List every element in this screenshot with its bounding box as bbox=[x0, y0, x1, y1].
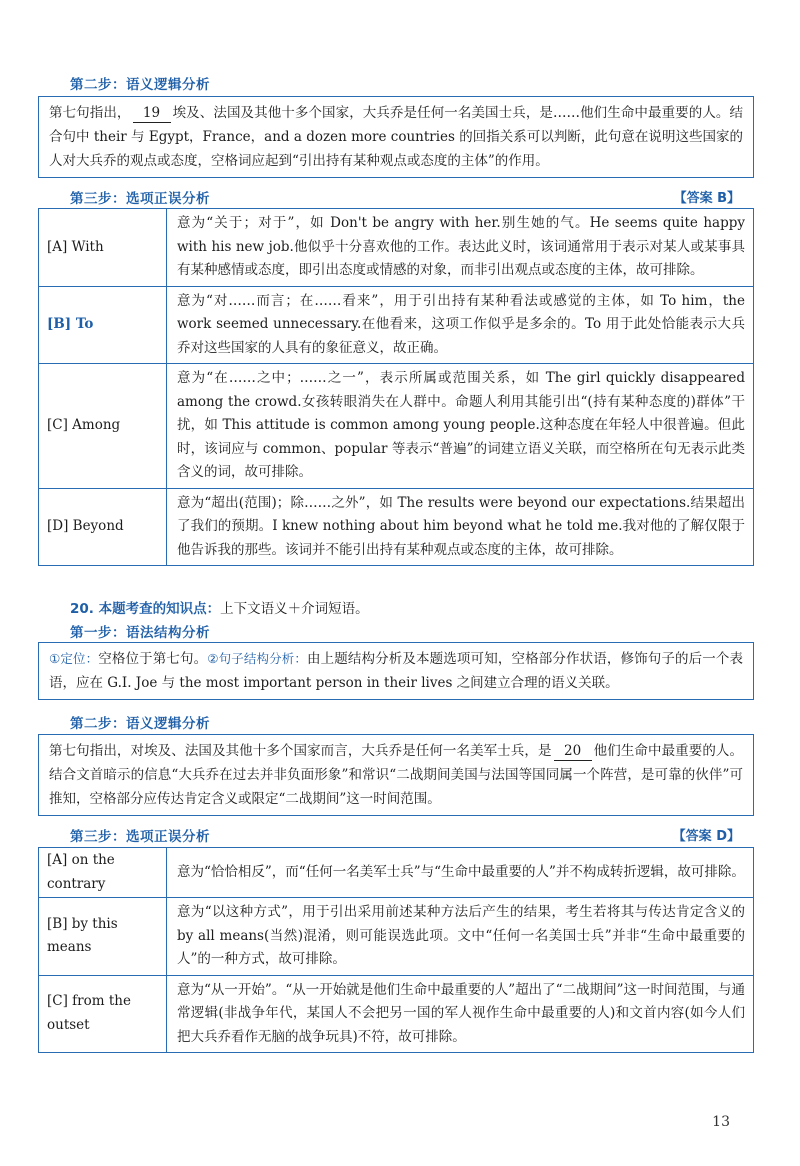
option-label: [A] With bbox=[39, 209, 167, 287]
table-row bbox=[39, 488, 754, 566]
step2-title-q20: 第二步：语义逻辑分析 bbox=[70, 716, 210, 732]
table-row bbox=[39, 286, 754, 364]
step3-title-q20: 第三步：选项正误分析 bbox=[70, 829, 210, 845]
table-row bbox=[39, 364, 754, 489]
table-row bbox=[39, 209, 754, 287]
answer-tag-q19: 【答案 B】 bbox=[673, 191, 740, 206]
option-text: 意为“对……而言；在……看来”，用于引出持有某种看法或感觉的主体，如 To him，the work seemed unnecessary.在他看来，这项工作似乎是多余的。To 用于此处恰能表示大兵乔对这些国家的人具有的象征意义，故正确。 bbox=[167, 286, 754, 364]
q20-options-table bbox=[38, 847, 754, 1053]
q19-step2-box bbox=[38, 96, 754, 178]
q20-blank: 20 bbox=[554, 742, 592, 761]
q20-step2-pre: 第七句指出，对埃及、法国及其他十多个国家而言，大兵乔是任何一名美军士兵，是 bbox=[49, 743, 552, 759]
q20-locate-label: ①定位： bbox=[49, 651, 99, 666]
answer-tag-q20: 【答案 D】 bbox=[672, 829, 740, 844]
option-label-correct: [B] To bbox=[39, 286, 167, 364]
step2-title-q19: 第二步：语义逻辑分析 bbox=[70, 77, 210, 93]
option-text: 意为“在……之中；……之一”，表示所属或范围关系，如 The girl quickly disappeared among the crowd.女孩转眼消失在人群中。命题人利用其能引出“(持有某种态度的)群体”干扰，如 This attitude is common among young people.这种态度在年轻人中很普遍。但此时，该词应与 common、popular 等表示“普遍”的词建立语义关联，而空格所在句无表示此类含义的词，故可排除。 bbox=[167, 364, 754, 489]
table-row bbox=[39, 898, 754, 976]
q20-structure-text: 由上题结构分析及本题选项可知，空格部分作状语，修饰句子的后一个表语，应在 G.I. Joe 与 the most important person in their lives 之间建立合理的语义关联。 bbox=[49, 651, 744, 691]
q20-title-rest: 上下文语义＋介词短语。 bbox=[220, 601, 369, 617]
option-label: [D] Beyond bbox=[39, 488, 167, 566]
option-label: [C] from the outset bbox=[39, 975, 167, 1053]
step1-title-q20: 第一步：语法结构分析 bbox=[70, 625, 210, 641]
table-row bbox=[39, 848, 754, 898]
page-number: 13 bbox=[712, 1114, 730, 1130]
q19-step2-pre: 第七句指出， bbox=[49, 105, 131, 121]
q20-structure-label: ②句子结构分析： bbox=[207, 651, 308, 666]
option-text: 意为“以这种方式”，用于引出采用前述某种方法后产生的结果，考生若将其与传达肯定含义的 by all means(当然)混淆，则可能误选此项。文中“任何一名美国士兵”并非“生命中最重要的人”的一种方式，故可排除。 bbox=[167, 898, 754, 976]
q20-step1-box bbox=[38, 642, 754, 700]
option-text: 意为“超出(范围)；除……之外”，如 The results were beyond our expectations.结果超出了我们的预期。I knew nothing about him beyond what he told me.我对他的了解仅限于他告诉我的那些。该词并不能引出持有某种观点或态度的主体，故可排除。 bbox=[167, 488, 754, 566]
option-text: 意为“关于；对于”，如 Don't be angry with her.别生她的气。He seems quite happy with his new job.他似乎十分喜欢他的工作。表达此义时，该词通常用于表示对某人或某事具有某种感情或态度，即引出态度或情感的对象，而非引出观点或态度的主体，故可排除。 bbox=[167, 209, 754, 287]
option-label: [B] by this means bbox=[39, 898, 167, 976]
option-label: [A] on the contrary bbox=[39, 848, 167, 898]
option-text: 意为“从一开始”。“从一开始就是他们生命中最重要的人”超出了“二战期间”这一时间范围，与通常逻辑(非战争年代，某国人不会把另一国的军人视作生命中最重要的人)和文首内容(如今人们把大兵乔看作无脑的战争玩具)不符，故可排除。 bbox=[167, 975, 754, 1053]
q20-step2-box bbox=[38, 734, 754, 816]
option-label: [C] Among bbox=[39, 364, 167, 489]
q20-title bbox=[70, 597, 369, 617]
table-row bbox=[39, 975, 754, 1053]
q20-title-num: 20. 本题考查的知识点： bbox=[70, 601, 221, 617]
step3-title-q19: 第三步：选项正误分析 bbox=[70, 191, 210, 207]
option-text: 意为“恰恰相反”，而“任何一名美军士兵”与“生命中最重要的人”并不构成转折逻辑，故可排除。 bbox=[167, 848, 754, 898]
q20-step2-post: 他们生命中最重要的人。结合文首暗示的信息“大兵乔在过去并非负面形象”和常识“二战期间美国与法国等国同属一个阵营，是可靠的伙伴”可推知，空格部分应传达肯定含义或限定“二战期间”这一时间范围。 bbox=[49, 743, 744, 807]
q19-options-table bbox=[38, 208, 754, 566]
q19-blank: 19 bbox=[133, 104, 171, 123]
q20-locate-text: 空格位于第七句。 bbox=[98, 651, 208, 667]
q19-step2-post: 埃及、法国及其他十多个国家，大兵乔是任何一名美国士兵，是……他们生命中最重要的人。结合句中 their 与 Egypt，France，and a dozen more countries 的回指关系可以判断，此句意在说明这些国家的人对大兵乔的观点或态度，空格词应起到“引出持有某种观点或态度的主体”的作用。 bbox=[49, 105, 744, 169]
